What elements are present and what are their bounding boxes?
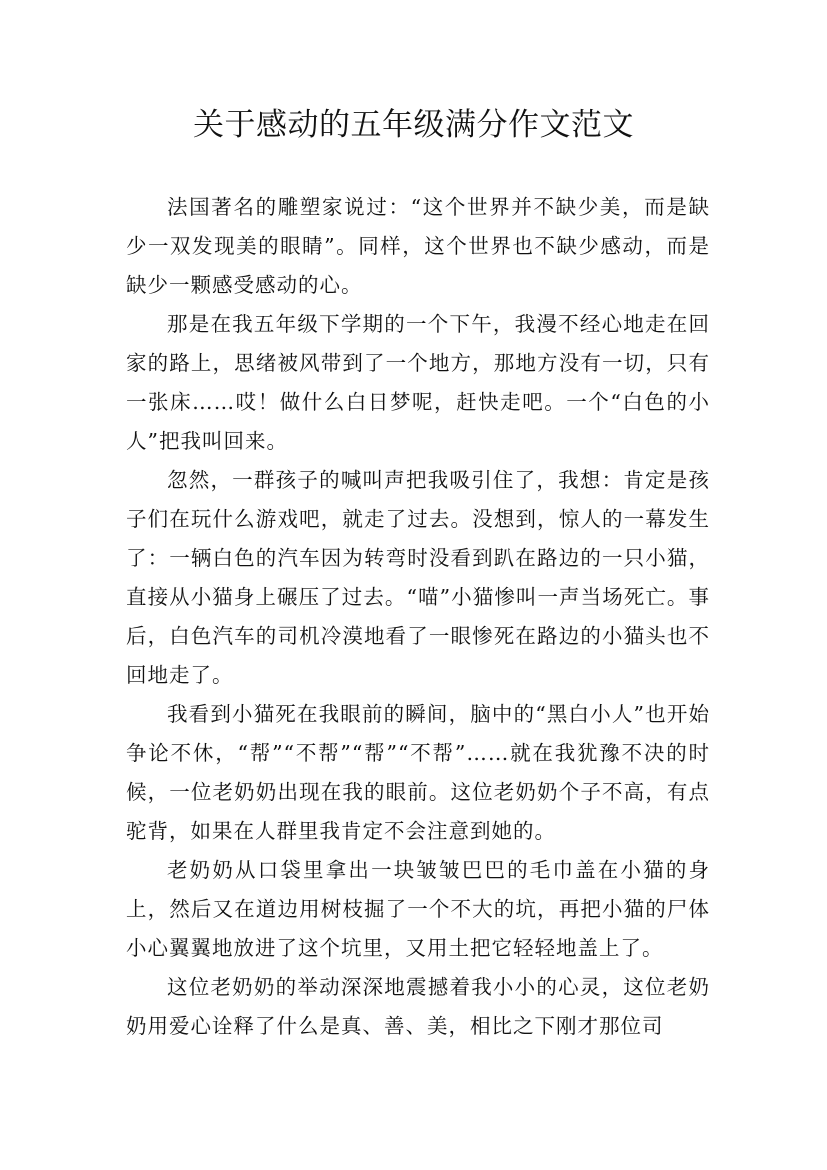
- paragraph-2: 那是在我五年级下学期的一个下午，我漫不经心地走在回家的路上，思绪被风带到了一个地方，那地方没有一切，只有一张床……哎！做什么白日梦呢，赶快走吧。一个“白色的小人”把我叫回来。: [126, 312, 710, 453]
- paragraph-5: 老奶奶从口袋里拿出一块皱皱巴巴的毛巾盖在小猫的身上，然后又在道边用树枝掘了一个不大的坑，再把小猫的尸体小心翼翼地放进了这个坑里，又用土把它轻轻地盖上了。: [126, 858, 710, 960]
- paragraph-4: 我看到小猫死在我眼前的瞬间，脑中的“黑白小人”也开始争论不休，“帮”“不帮”“帮”“不帮”……就在我犹豫不决的时候，一位老奶奶出现在我的眼前。这位老奶奶个子不高，有点驼背，如果在人群里我肯定不会注意到她的。: [126, 702, 710, 843]
- paragraph-3: 忽然，一群孩子的喊叫声把我吸引住了，我想：肯定是孩子们在玩什么游戏吧，就走了过去。没想到，惊人的一幕发生了：一辆白色的汽车因为转弯时没看到趴在路边的一只小猫，直接从小猫身上碾压了过去。“喵”小猫惨叫一声当场死亡。事后，白色汽车的司机冷漠地看了一眼惨死在路边的小猫头也不回地走了。: [126, 468, 710, 687]
- document-body: [126, 188, 710, 1046]
- paragraph-6: 这位老奶奶的举动深深地震撼着我小小的心灵，这位老奶奶用爱心诠释了什么是真、善、美，相比之下刚才那位司: [126, 975, 710, 1038]
- document-title: 关于感动的五年级满分作文范文: [193, 107, 634, 143]
- paragraph-1: 法国著名的雕塑家说过：“这个世界并不缺少美，而是缺少一双发现美的眼睛”。同样，这个世界也不缺少感动，而是缺少一颗感受感动的心。: [126, 195, 710, 297]
